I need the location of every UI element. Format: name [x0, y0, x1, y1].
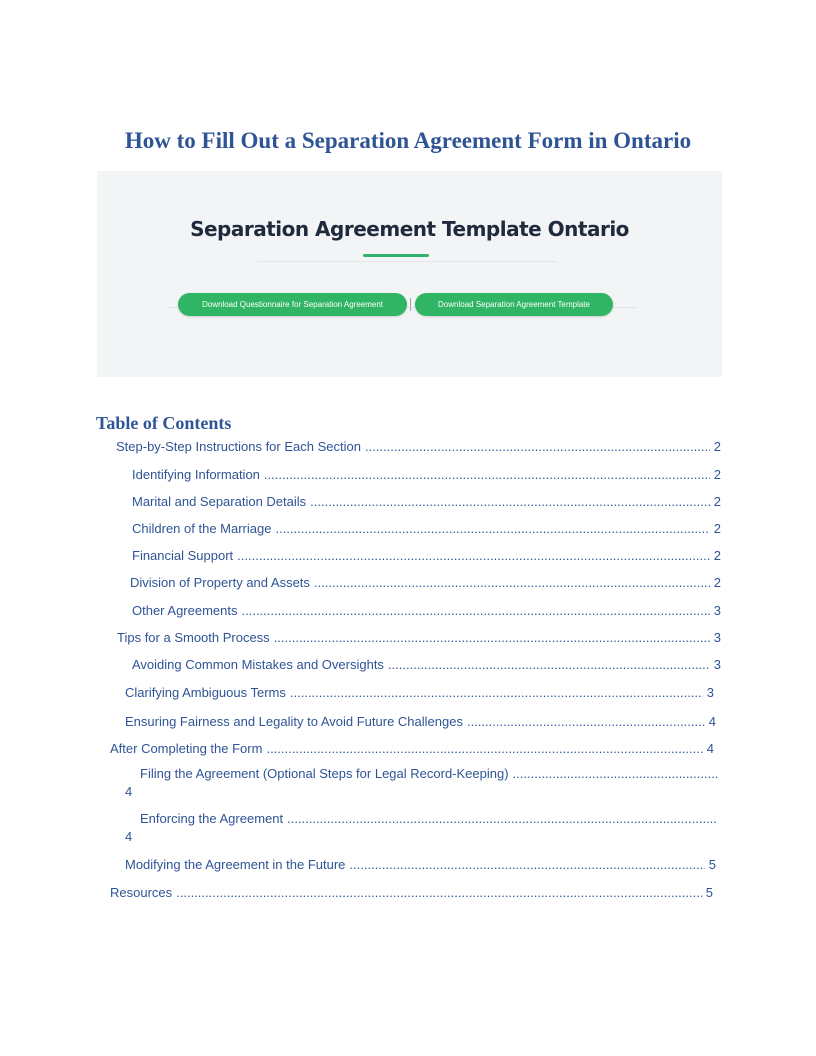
- banner-divider: [257, 261, 557, 262]
- toc-page-number: 4: [706, 741, 714, 756]
- toc-entry-label: Marital and Separation Details: [132, 494, 307, 509]
- toc-entry-avoiding-mistakes[interactable]: [132, 657, 721, 672]
- toc-entry-enforcing[interactable]: [140, 811, 718, 826]
- toc-leader: [314, 575, 710, 590]
- toc-leader: [176, 885, 702, 900]
- toc-page-number: 2: [713, 575, 721, 590]
- toc-leader: [467, 714, 705, 729]
- banner-underline: [363, 254, 429, 257]
- toc-entry-after-completing[interactable]: [110, 741, 714, 756]
- toc-page-number: 2: [713, 494, 721, 509]
- toc-page-number: 5: [705, 885, 713, 900]
- toc-entry-financial-support[interactable]: [132, 548, 721, 563]
- toc-entry-label: Modifying the Agreement in the Future: [125, 857, 346, 872]
- toc-page-number: 2: [713, 439, 721, 454]
- toc-entry-ensuring-fairness[interactable]: [125, 714, 716, 729]
- toc-leader: [266, 741, 702, 756]
- toc-entry-modifying[interactable]: [125, 857, 716, 872]
- toc-page-number: 3: [706, 685, 714, 700]
- toc-entry-identifying-information[interactable]: [132, 467, 721, 482]
- toc-entry-label: Enforcing the Agreement: [140, 811, 284, 826]
- toc-entry-label: Division of Property and Assets: [130, 575, 310, 590]
- page-title: How to Fill Out a Separation Agreement Form in Ontario: [124, 128, 692, 153]
- toc-entry-clarifying-terms[interactable]: [125, 685, 714, 700]
- toc-entry-other-agreements[interactable]: [132, 603, 721, 618]
- toc-leader: [388, 657, 710, 672]
- toc-leader: [237, 548, 710, 563]
- toc-entry-label: Children of the Marriage: [132, 521, 272, 536]
- toc-page-number: 5: [708, 857, 716, 872]
- button-separator: [410, 298, 411, 311]
- toc-entry-label: After Completing the Form: [110, 741, 263, 756]
- toc-leader: [310, 494, 710, 509]
- toc-entry-step-by-step[interactable]: [116, 439, 721, 454]
- download-questionnaire-button[interactable]: Download Questionnaire for Separation Agreement: [178, 293, 407, 316]
- toc-entry-label: Filing the Agreement (Optional Steps for Legal Record-Keeping): [140, 766, 509, 781]
- toc-entry-label: Financial Support: [132, 548, 234, 563]
- toc-leader: [242, 603, 710, 618]
- toc-leader: [264, 467, 710, 482]
- toc-entry-label: Resources: [110, 885, 173, 900]
- toc-entry-label: Avoiding Common Mistakes and Oversights: [132, 657, 384, 672]
- toc-page-number: 2: [713, 548, 721, 563]
- toc-leader: [513, 766, 718, 781]
- toc-entry-division-of-property[interactable]: [130, 575, 721, 590]
- toc-leader: [349, 857, 704, 872]
- toc-entry-resources[interactable]: [110, 885, 713, 900]
- toc-entry-tips[interactable]: [117, 630, 721, 645]
- download-template-button[interactable]: Download Separation Agreement Template: [415, 293, 613, 316]
- toc-leader: [287, 811, 716, 826]
- toc-leader: [290, 685, 703, 700]
- banner-title: Separation Agreement Template Ontario: [190, 217, 629, 241]
- toc-entry-label: Tips for a Smooth Process: [117, 630, 270, 645]
- toc-entry-label: Identifying Information: [132, 467, 260, 482]
- toc-entry-filing[interactable]: [140, 766, 720, 781]
- toc-page-number: 3: [713, 657, 721, 672]
- toc-leader: [275, 521, 709, 536]
- toc-entry-marital-details[interactable]: [132, 494, 721, 509]
- toc-page-number: 2: [713, 521, 721, 536]
- toc-leader: [274, 630, 710, 645]
- toc-entry-children[interactable]: [132, 521, 721, 536]
- toc-heading: Table of Contents: [96, 413, 232, 433]
- toc-entry-label: Ensuring Fairness and Legality to Avoid Future Challenges: [125, 714, 463, 729]
- toc-entry-label: Other Agreements: [132, 603, 238, 618]
- toc-page-number: 3: [713, 630, 721, 645]
- toc-page-number: 2: [713, 467, 721, 482]
- toc-leader: [365, 439, 710, 454]
- toc-page-number: 4: [708, 714, 716, 729]
- toc-page-number: 4: [125, 784, 133, 799]
- toc-entry-label: Step-by-Step Instructions for Each Section: [116, 439, 361, 454]
- banner-image: [97, 171, 722, 377]
- toc-page-number: 4: [125, 829, 133, 844]
- toc-page-number: 3: [713, 603, 721, 618]
- toc-entry-label: Clarifying Ambiguous Terms: [125, 685, 286, 700]
